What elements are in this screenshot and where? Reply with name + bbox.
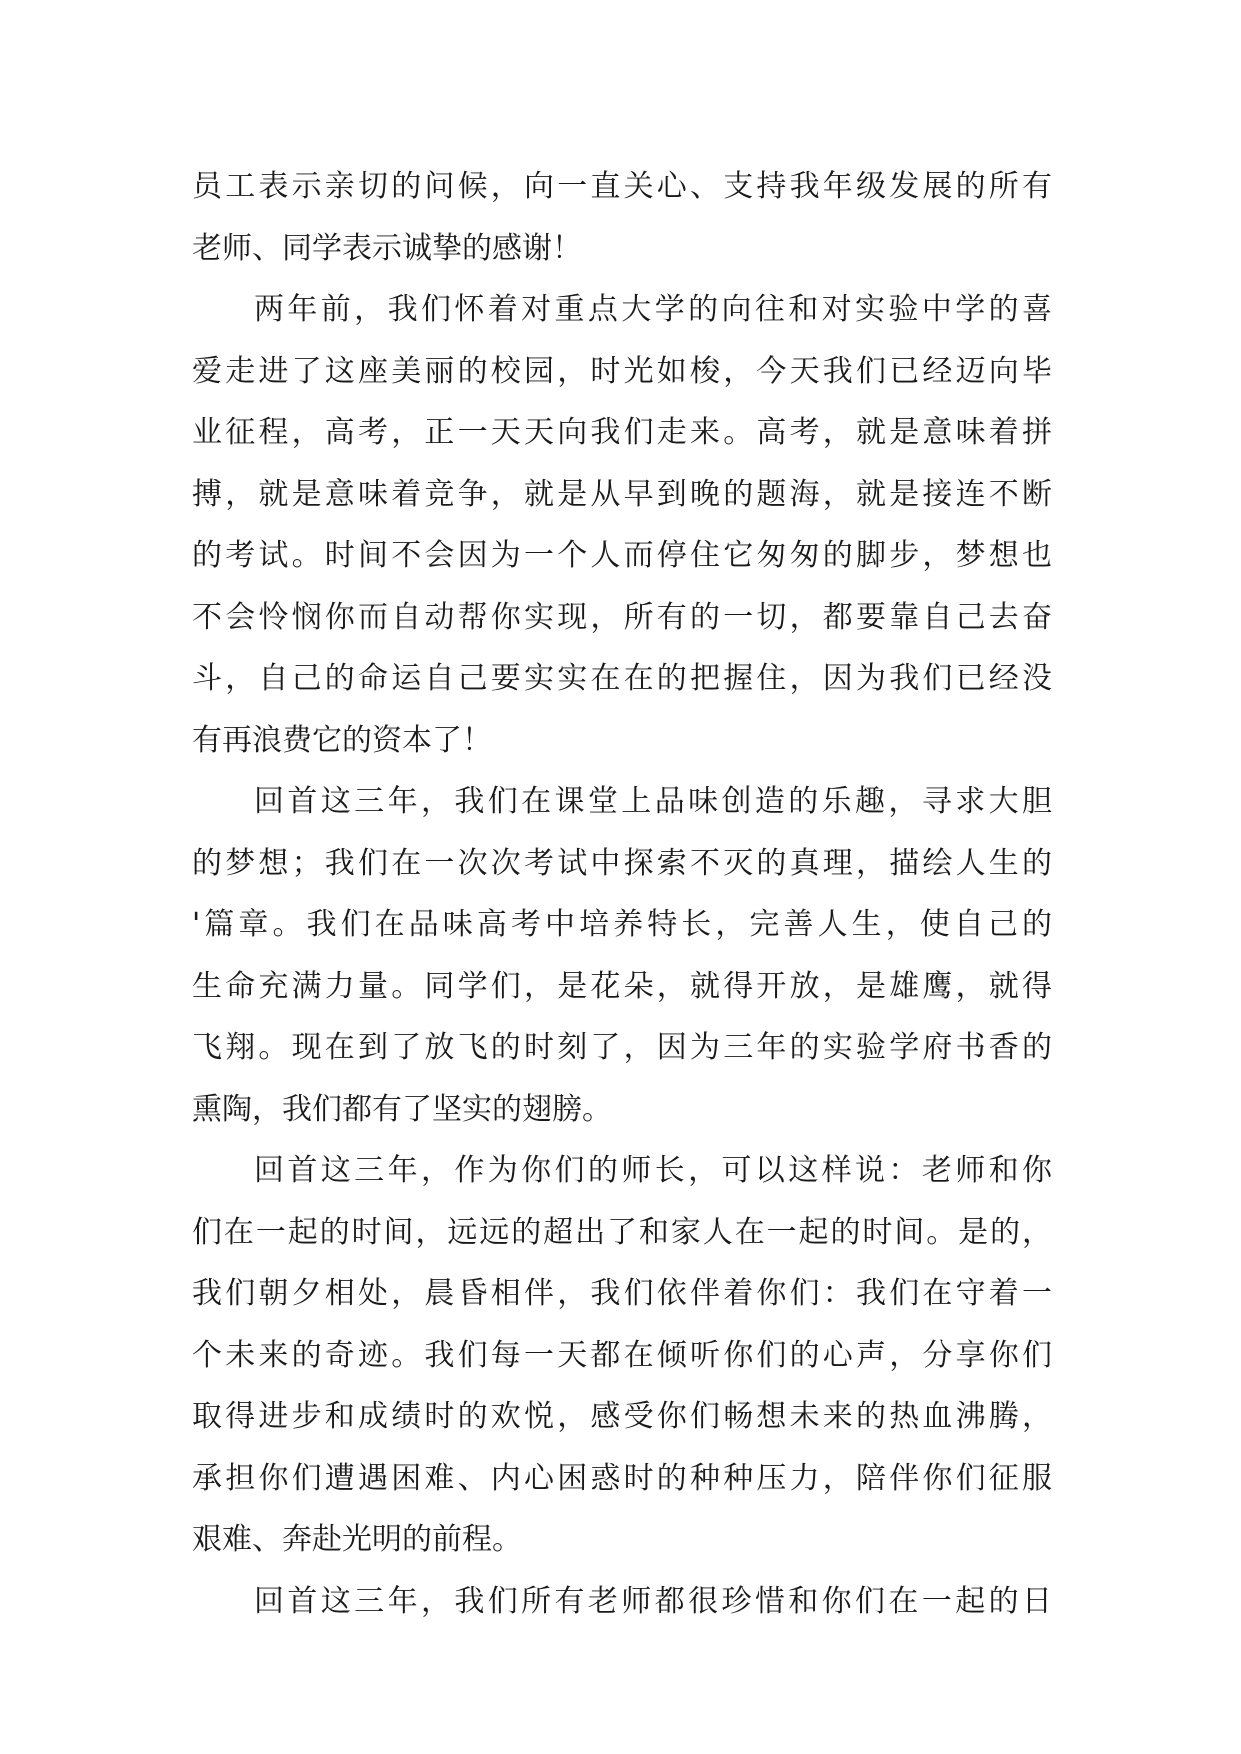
paragraph [192,771,1052,1140]
text-line: '篇章。我们在品味高考中培养特长，完善人生，使自己的 [192,907,1052,942]
text-line: 的梦想；我们在一次次考试中探索不灭的真理，描绘人生的 [192,845,1052,881]
text-line: 业征程，高考，正一天天向我们走来。高考，就是意味着拼 [192,415,1052,450]
paragraph [192,1571,1052,1633]
paragraph [192,279,1052,771]
text-line: 承担你们遭遇困难、内心困惑时的种种压力，陪伴你们征服 [192,1460,1052,1496]
text-line: 爱走进了这座美丽的校园，时光如梭，今天我们已经迈向毕 [192,353,1052,389]
text-line: 回首这三年，作为你们的师长，可以这样说：老师和你 [254,1153,1052,1188]
text-line: 回首这三年，我们所有老师都很珍惜和你们在一起的日 [254,1583,1052,1619]
text-line: 员工表示亲切的问候，向一直关心、支持我年级发展的所有 [192,169,1052,204]
text-line: 飞翔。现在到了放飞的时刻了，因为三年的实验学府书香的 [192,1030,1052,1065]
document-body [192,156,1052,1632]
text-line: 搏，就是意味着竞争，就是从早到晚的题海，就是接连不断 [192,476,1052,512]
text-line: 有再浪费它的资本了！ [192,722,492,758]
text-line: 取得进步和成绩时的欢悦，感受你们畅想未来的热血沸腾， [192,1399,1052,1434]
text-line: 个未来的奇迹。我们每一天都在倾听你们的心声，分享你们 [192,1337,1052,1373]
text-line: 艰难、奔赴光明的前程。 [192,1522,522,1557]
text-line: 的考试。时间不会因为一个人而停住它匆匆的脚步，梦想也 [192,538,1052,573]
paragraph [192,1140,1052,1571]
text-line: 回首这三年，我们在课堂上品味创造的乐趣，寻求大胆 [254,784,1052,819]
text-line: 们在一起的时间，远远的超出了和家人在一起的时间。是的， [192,1214,1052,1250]
text-line: 老师、同学表示诚挚的感谢！ [192,230,582,266]
text-line: 我们朝夕相处，晨昏相伴，我们依伴着你们：我们在守着一 [192,1276,1052,1311]
paragraph [192,156,1052,279]
text-line: 生命充满力量。同学们，是花朵，就得开放，是雄鹰，就得 [192,968,1052,1004]
text-line: 不会怜悯你而自动帮你实现，所有的一切，都要靠自己去奋 [192,599,1052,635]
text-line: 熏陶，我们都有了坚实的翅膀。 [192,1091,612,1127]
text-line: 两年前，我们怀着对重点大学的向往和对实验中学的喜 [254,292,1052,327]
text-line: 斗，自己的命运自己要实实在在的把握住，因为我们已经没 [192,661,1052,696]
